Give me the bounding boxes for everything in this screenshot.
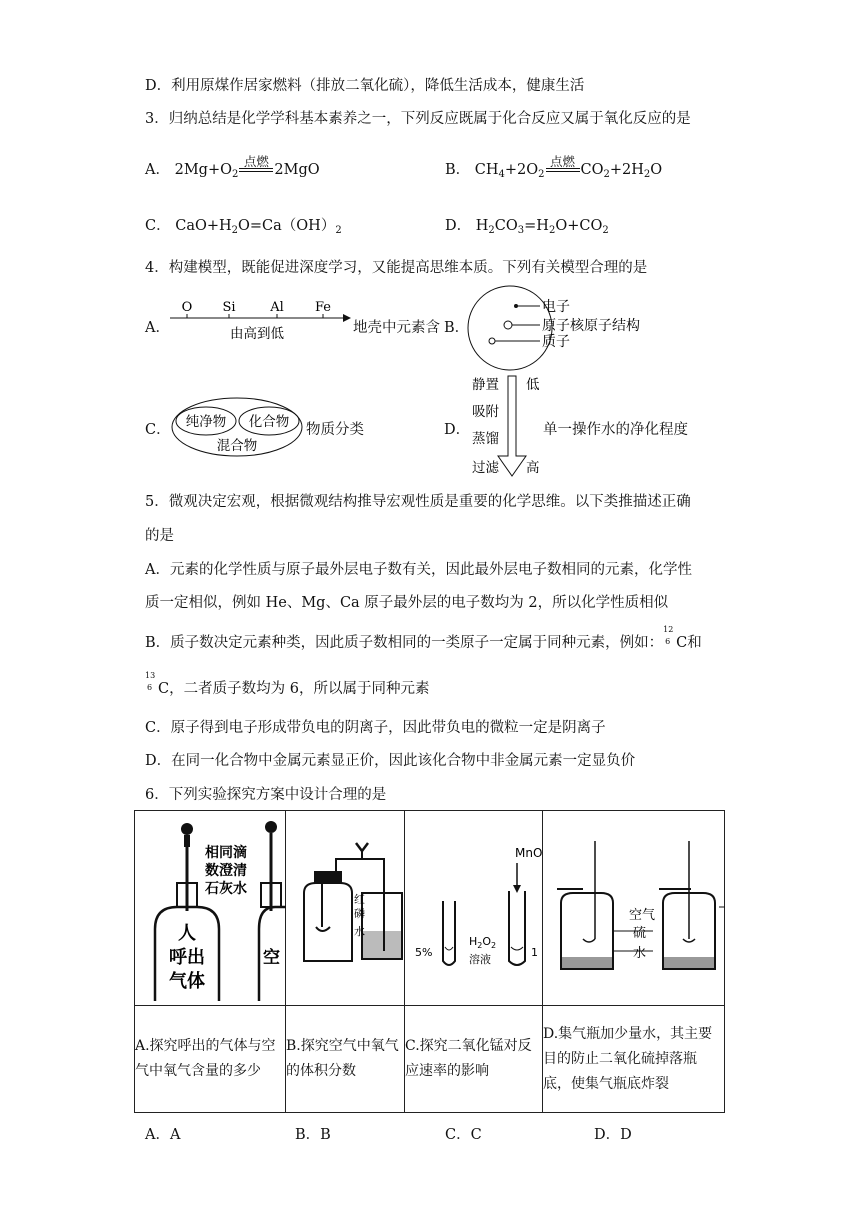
svg-text:水: 水 <box>633 946 647 961</box>
svg-text:相同滴: 相同滴 <box>205 845 247 861</box>
q2-option-d: D．利用原煤作居家燃料（排放二氧化硫），降低生活成本，健康生活 <box>145 78 585 94</box>
svg-text:气体: 气体 <box>169 971 205 992</box>
svg-text:H2O2: $H_2O_2$ <box>469 935 497 950</box>
q5-a-2: 质一定相似，例如 He、Mg、Ca 原子最外层的电子数均为 2，所以化学性质相似 <box>145 595 669 611</box>
op-filter: 过滤 <box>472 460 499 476</box>
op-adsorb: 吸附 <box>472 404 499 420</box>
q4-d-caption: 单一操作水的净化程度 <box>543 422 688 438</box>
structure-caption: 原子结构 <box>584 318 640 334</box>
q4-c-caption: 物质分类 <box>306 422 364 438</box>
compound-label: 化合物 <box>248 414 290 430</box>
svg-text:呼出: 呼出 <box>169 947 205 968</box>
nucleus-label: 原子核 <box>542 318 584 334</box>
pic-c-drawing <box>405 811 543 1001</box>
op-settle: 静置 <box>472 377 499 393</box>
q5-b-2: 13 6 C，二者质子数均为 6，所以属于同种元素 <box>145 671 430 697</box>
q6-pic-b <box>286 811 405 1006</box>
q5-b-1: B．质子数决定元素种类，因此质子数相同的一类原子一定属于同种元素，例如： 12 6 C和 <box>145 625 702 651</box>
svg-text:溶液: 溶液 <box>469 953 491 966</box>
q3-option-a: A． $2Mg+O_2$ 点燃 2MgO <box>145 154 320 180</box>
mixture-label: 混合物 <box>216 438 258 454</box>
pic-a-drawing <box>135 811 286 1001</box>
q6-pic-d <box>543 811 725 1006</box>
element-al: Al <box>270 300 284 315</box>
q3-stem: 3．归纳总结是化学学科基本素养之一，下列反应既属于化合反应又属于氧化反应的是 <box>145 111 691 127</box>
element-fe: Fe <box>314 300 332 315</box>
q4-stem: 4．构建模型，既能促进深度学习，又能提高思维本质。下列有关模型合理的是 <box>145 260 648 276</box>
q4-a-label: A． <box>145 320 170 336</box>
q6-pic-a <box>135 811 286 1006</box>
element-si: Si <box>222 300 236 315</box>
q4-a-caption: 地壳中元素含 <box>353 320 440 336</box>
q6-caption-c: C.探究二氧化锰对反应速率的影响 <box>405 1006 543 1113</box>
proton-label: 质子 <box>542 334 570 350</box>
q3-option-d: D． $H_2CO_3=H_2O+CO_2$ <box>445 218 609 236</box>
q3-option-c: C． $CaO+H_2O=Ca(OH)_2$ <box>145 218 342 236</box>
q6-caption-d: D.集气瓶加少量水，其主要目的防止二氧化硫掉落瓶底，使集气瓶底炸裂 <box>543 1006 725 1113</box>
op-distill: 蒸馏 <box>472 431 499 447</box>
svg-text:磷: 磷 <box>354 907 365 920</box>
electron-label: 电子 <box>542 299 570 315</box>
svg-text:空: 空 <box>263 948 280 968</box>
q6-option-a: A．A <box>145 1127 181 1143</box>
order-label: 由高到低 <box>230 326 284 342</box>
q6-stem: 6．下列实验探究方案中设计合理的是 <box>145 787 387 803</box>
svg-text:数澄清: 数澄清 <box>205 863 247 879</box>
svg-text:水: 水 <box>354 925 365 938</box>
q3-option-b: B． $CH_4+2O_2$ 点燃 $CO_2+2H_2O$ <box>445 154 663 180</box>
q4-c-diagram <box>168 395 308 459</box>
pic-b-drawing <box>286 811 405 1001</box>
svg-text:红: 红 <box>354 893 365 906</box>
q5-stem-1: 5．微观决定宏观，根据微观结构推导宏观性质是重要的化学思维。以下类推描述正确 <box>145 494 691 510</box>
q6-pic-c <box>405 811 543 1006</box>
svg-text:硫: 硫 <box>633 926 647 941</box>
q6-option-d: D．D <box>594 1127 632 1143</box>
pic-d-drawing <box>543 811 725 1001</box>
svg-text:5%: 5% <box>415 946 433 959</box>
q5-a-1: A．元素的化学性质与原子最外层电子数有关，因此最外层电子数相同的元素，化学性 <box>145 562 692 578</box>
q6-caption-b: B.探究空气中氧气的体积分数 <box>286 1006 405 1113</box>
svg-text:人: 人 <box>178 923 196 944</box>
q6-experiment-table <box>134 810 725 1113</box>
q4-b-label: B． <box>444 320 470 336</box>
q5-d: D．在同一化合物中金属元素显正价，因此该化合物中非金属元素一定显负价 <box>145 753 636 769</box>
svg-text:石灰水: 石灰水 <box>205 881 247 897</box>
q6-option-b: B．B <box>295 1127 331 1143</box>
low-label: 低 <box>526 377 540 393</box>
q5-c: C．原子得到电子形成带负电的阴离子，因此带负电的微粒一定是阴离子 <box>145 720 606 736</box>
high-label: 高 <box>526 460 540 476</box>
svg-text:空气: 空气 <box>629 908 656 923</box>
pure-label: 纯净物 <box>185 414 227 430</box>
q4-d-label: D． <box>444 422 471 438</box>
q4-a-diagram <box>165 296 355 346</box>
q6-caption-a: A.探究呼出的气体与空气中氧气含量的多少 <box>135 1006 286 1113</box>
q4-c-label: C． <box>145 422 171 438</box>
q4-b-diagram <box>460 284 690 374</box>
element-o: O <box>181 300 193 315</box>
q6-option-c: C．C <box>445 1127 482 1143</box>
svg-text:1: 1 <box>531 946 538 959</box>
q5-stem-2: 的是 <box>145 528 174 544</box>
svg-text:MnO: MnO <box>515 846 543 860</box>
